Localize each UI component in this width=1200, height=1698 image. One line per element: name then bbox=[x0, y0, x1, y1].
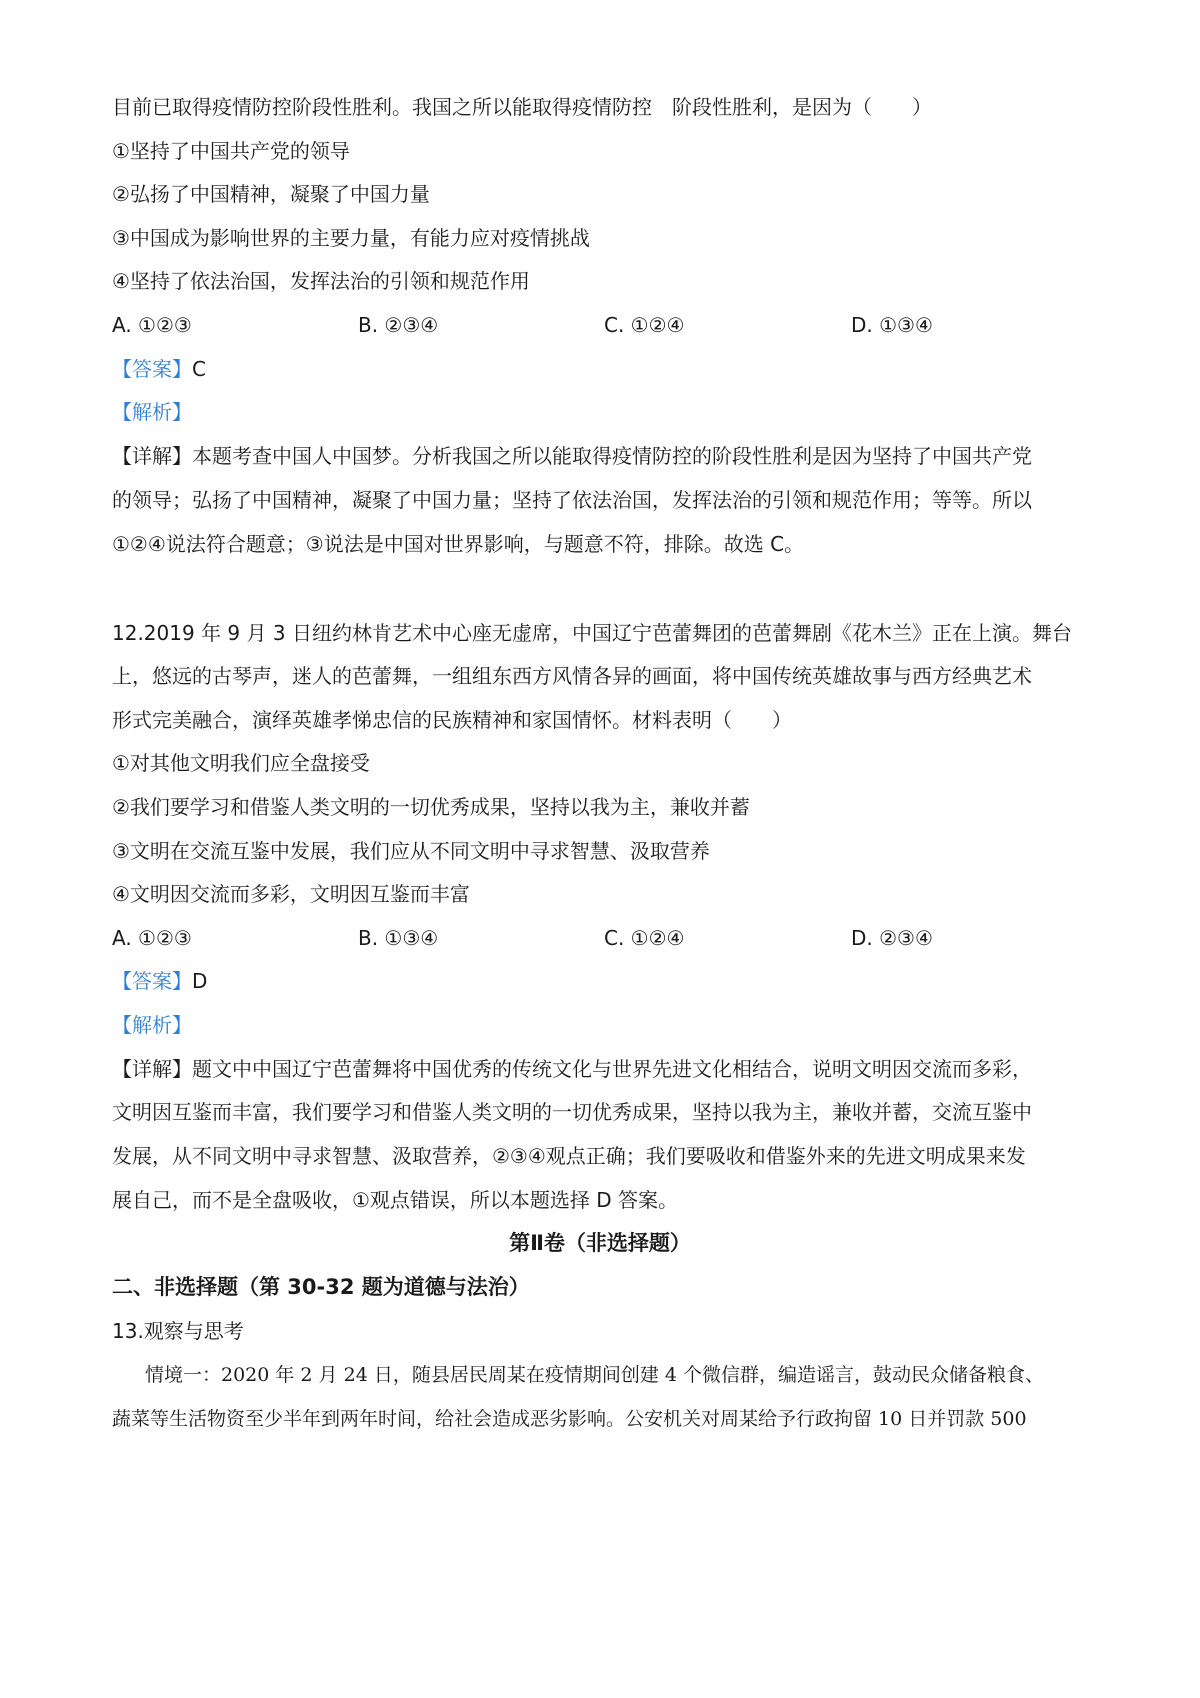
section-subtitle: 二、非选择题（第 30-32 题为道德与法治） bbox=[112, 1275, 530, 1299]
q12-option-d: D. ②③④ bbox=[851, 926, 933, 950]
q11-item-2: ②弘扬了中国精神，凝聚了中国力量 bbox=[112, 182, 430, 206]
answer-tag: 【答案】 bbox=[112, 969, 192, 993]
q12-item-1: ①对其他文明我们应全盘接受 bbox=[112, 751, 370, 775]
q11-item-4: ④坚持了依法治国，发挥法治的引领和规范作用 bbox=[112, 269, 530, 293]
q11-item-3: ③中国成为影响世界的主要力量，有能力应对疫情挑战 bbox=[112, 226, 590, 250]
q11-analysis-tag: 【解析】 bbox=[112, 400, 192, 424]
q11-detail-line-1: 【详解】本题考查中国人中国梦。分析我国之所以能取得疫情防控的阶段性胜利是因为坚持了中国共产党 bbox=[112, 444, 1032, 468]
q12-stem-line-1: 12.2019 年 9 月 3 日纽约林肯艺术中心座无虚席，中国辽宁芭蕾舞团的芭蕾舞剧《花木兰》正在上演。舞台 bbox=[112, 621, 1072, 645]
q13-scenario-line-1: 情境一：2020 年 2 月 24 日，随县居民周某在疫情期间创建 4 个微信群，编造谣言，鼓动民众储备粮食、 bbox=[145, 1364, 1044, 1386]
q11-option-a: A. ①②③ bbox=[112, 313, 192, 337]
q12-detail-line-2: 文明因互鉴而丰富，我们要学习和借鉴人类文明的一切优秀成果，坚持以我为主，兼收并蓄，交流互鉴中 bbox=[112, 1100, 1032, 1124]
section-title: 第Ⅱ卷（非选择题） bbox=[509, 1231, 691, 1255]
q12-stem-line-3: 形式完美融合，演绎英雄孝悌忠信的民族精神和家国情怀。材料表明（ ） bbox=[112, 708, 792, 732]
q12-option-a: A. ①②③ bbox=[112, 926, 192, 950]
q11-detail-line-2: 的领导；弘扬了中国精神，凝聚了中国力量；坚持了依法治国，发挥法治的引领和规范作用；等等。所以 bbox=[112, 488, 1032, 512]
answer-tag: 【答案】 bbox=[112, 357, 192, 381]
q12-detail-line-3: 发展，从不同文明中寻求智慧、汲取营养，②③④观点正确；我们要吸收和借鉴外来的先进文明成果来发 bbox=[112, 1144, 1026, 1168]
q12-option-b: B. ①③④ bbox=[358, 926, 439, 950]
answer-value: C bbox=[192, 357, 206, 381]
q11-detail-line-3: ①②④说法符合题意；③说法是中国对世界影响，与题意不符，排除。故选 C。 bbox=[112, 532, 805, 556]
q12-stem-line-2: 上，悠远的古琴声，迷人的芭蕾舞，一组组东西方风情各异的画面，将中国传统英雄故事与西方经典艺术 bbox=[112, 664, 1032, 688]
q12-detail-line-1: 【详解】题文中中国辽宁芭蕾舞将中国优秀的传统文化与世界先进文化相结合，说明文明因交流而多彩， bbox=[112, 1057, 1032, 1081]
q12-item-2: ②我们要学习和借鉴人类文明的一切优秀成果，坚持以我为主，兼收并蓄 bbox=[112, 795, 750, 819]
q12-analysis-tag: 【解析】 bbox=[112, 1013, 192, 1037]
q11-answer bbox=[112, 355, 206, 383]
q11-option-c: C. ①②④ bbox=[604, 313, 685, 337]
q12-detail-line-4: 展自己，而不是全盘吸收，①观点错误，所以本题选择 D 答案。 bbox=[112, 1188, 679, 1212]
q13-scenario-line-2: 蔬菜等生活物资至少半年到两年时间，给社会造成恶劣影响。公安机关对周某给予行政拘留 10 日并罚款 500 bbox=[112, 1408, 1027, 1430]
q13-stem: 13.观察与思考 bbox=[112, 1319, 244, 1343]
q11-item-1: ①坚持了中国共产党的领导 bbox=[112, 139, 350, 163]
q12-option-c: C. ①②④ bbox=[604, 926, 685, 950]
q12-answer bbox=[112, 967, 207, 995]
q12-item-4: ④文明因交流而多彩，文明因互鉴而丰富 bbox=[112, 882, 470, 906]
q12-item-3: ③文明在交流互鉴中发展，我们应从不同文明中寻求智慧、汲取营养 bbox=[112, 839, 710, 863]
answer-value: D bbox=[192, 969, 208, 993]
q11-option-d: D. ①③④ bbox=[851, 313, 933, 337]
q11-stem: 目前已取得疫情防控阶段性胜利。我国之所以能取得疫情防控 阶段性胜利，是因为（ ） bbox=[112, 95, 932, 119]
q11-option-b: B. ②③④ bbox=[358, 313, 439, 337]
